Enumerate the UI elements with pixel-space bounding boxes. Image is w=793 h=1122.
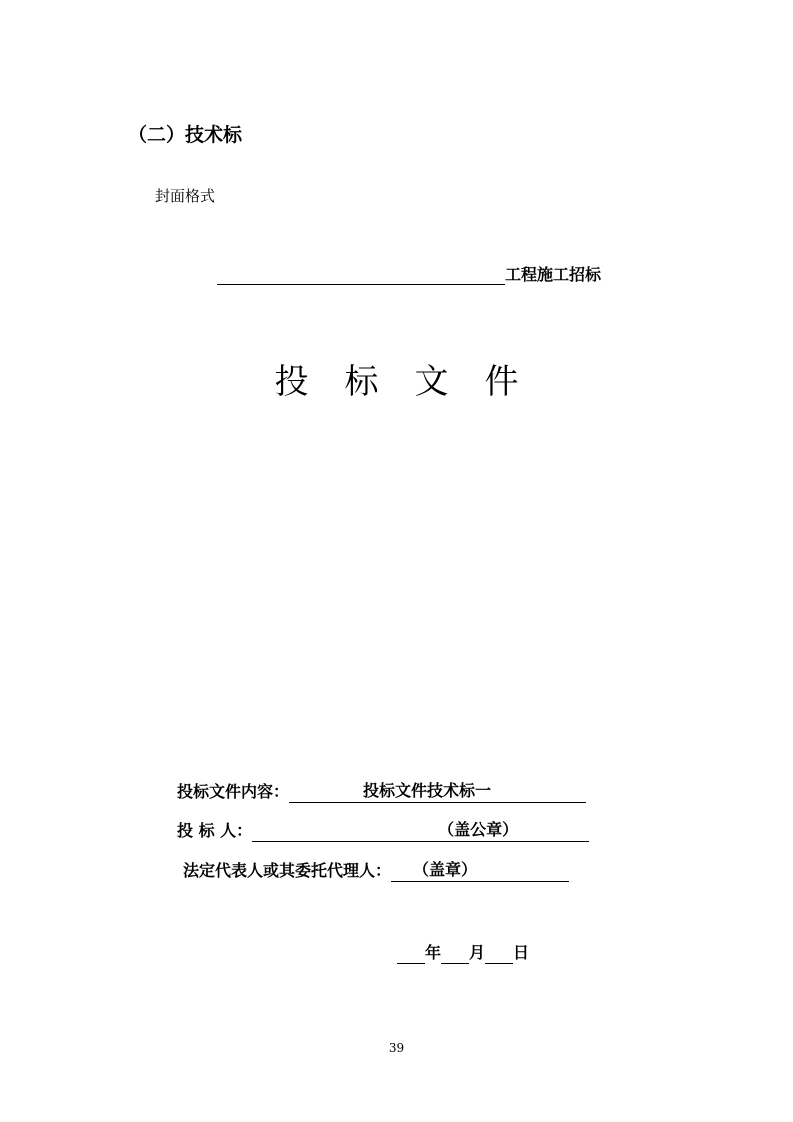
month-label: 月 bbox=[469, 943, 486, 962]
year-label: 年 bbox=[425, 943, 442, 962]
representative-value: （盖章） bbox=[413, 860, 478, 879]
content-blank[interactable] bbox=[289, 781, 586, 803]
project-name-line bbox=[217, 264, 601, 285]
year-blank[interactable] bbox=[397, 943, 425, 964]
date-line bbox=[397, 942, 529, 964]
representative-blank[interactable] bbox=[391, 860, 569, 882]
page-number: 39 bbox=[388, 1041, 405, 1055]
cover-format-label: 封面格式 bbox=[155, 187, 216, 205]
representative-label: 法定代表人或其委托代理人： bbox=[183, 861, 392, 880]
bidder-value: （盖公章） bbox=[438, 820, 519, 839]
project-name-blank[interactable] bbox=[217, 264, 505, 285]
month-blank[interactable] bbox=[441, 943, 469, 964]
day-blank[interactable] bbox=[485, 943, 513, 964]
content-label: 投标文件内容： bbox=[177, 782, 290, 801]
content-field bbox=[177, 781, 586, 803]
content-value: 投标文件技术标一 bbox=[363, 781, 492, 800]
representative-field bbox=[183, 860, 569, 882]
document-title: 投标文件 bbox=[274, 362, 555, 402]
project-suffix: 工程施工招标 bbox=[505, 265, 602, 284]
bidder-label: 投 标 人： bbox=[177, 821, 253, 840]
bidder-field bbox=[177, 820, 589, 842]
section-heading: （二）技术标 bbox=[128, 124, 243, 146]
bidder-blank[interactable] bbox=[252, 820, 589, 842]
day-label: 日 bbox=[513, 943, 530, 962]
